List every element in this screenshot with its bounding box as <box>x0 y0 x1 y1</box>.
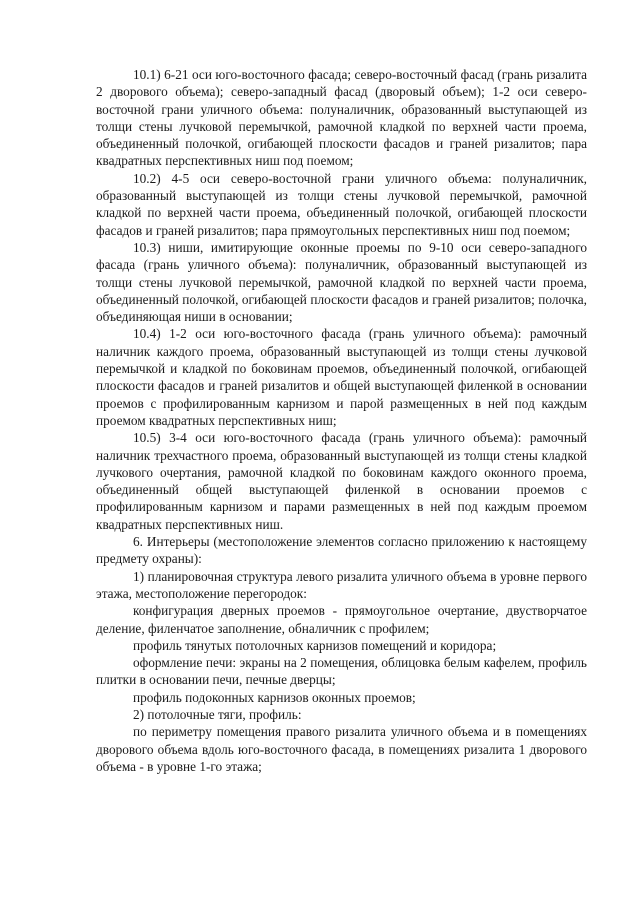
item-1-planning-structure: 1) планировочная структура левого ризалита уличного объема в уровне первого этажа, местоположение перегородок: <box>96 568 587 601</box>
paragraph-10-3: 10.3) ниши, имитирующие оконные проемы по 9-10 оси северо-западного фасада (грань уличного объема): полуналичник, образованный выступающей из толщи стены лучковой перемычкой, рамочной кладкой по верхней части проема, объединенный полочкой, огибающей плоскости фасадов и граней ризалитов; полочка, объединяющая ниши в основании; <box>96 239 587 325</box>
paragraph-stove-decoration: оформление печи: экраны на 2 помещения, облицовка белым кафелем, профиль плитки в основании печи, печные дверцы; <box>96 655 587 688</box>
section-6-interiors: 6. Интерьеры (местоположение элементов согласно приложению к настоящему предмету охраны): <box>96 534 587 567</box>
paragraph-10-2: 10.2) 4-5 оси северо-восточной грани уличного объема: полуналичник, образованный выступающей из толщи стены лучковой перемычкой, рамочной кладкой по верхней части проема, объединенный полочкой, огибающей плоскости фасадов и граней ризалитов; пара прямоугольных перспективных ниш под поемом; <box>96 170 587 238</box>
paragraph-perimeter-moldings: по периметру помещения правого ризалита уличного объема и в помещениях дворового объема вдоль юго-восточного фасада, в помещениях ризалита 1 дворового объема - в уровне 1-го этажа; <box>96 724 587 774</box>
item-2-ceiling-moldings: 2) потолочные тяги, профиль: <box>133 706 302 722</box>
paragraph-10-5: 10.5) 3-4 оси юго-восточного фасада (грань уличного объема): рамочный наличник трехчастного проема, образованный выступающей из толщи стены кладкой лучкового очертания, рамочной кладкой по боковинам каждого оконного проема, объединенный общей выступающей филенкой в основании проемов с профилированным карнизом и парами размещенных в ней под каждым проемом квадратных перспективных ниш. <box>96 430 587 532</box>
paragraph-10-1: 10.1) 6-21 оси юго-восточного фасада; северо-восточный фасад (грань ризалита 2 дворового объема); северо-западный фасад (дворовый объем); 1-2 оси северо-восточной грани уличного объема: полуналичник, образованный выступающей из толщи стены лучковой перемычкой, рамочной кладкой по верхней части проема, объединенный полочкой, огибающей плоскости фасадов и граней ризалитов; пара квадратных перспективных ниш под поемом; <box>96 67 587 169</box>
paragraph-door-configuration: конфигурация дверных проемов - прямоугольное очертание, двустворчатое деление, филенчатое заполнение, обналичник с профилем; <box>96 603 587 636</box>
paragraph-ceiling-cornices: профиль тянутых потолочных карнизов помещений и коридора; <box>133 637 497 653</box>
paragraph-10-4: 10.4) 1-2 оси юго-восточного фасада (грань уличного объема): рамочный наличник каждого проема, образованный выступающей из толщи стены лучковой перемычкой и кладкой по боковинам проемов, объединенный полочкой, огибающей плоскости фасадов и граней ризалитов и общей выступающей филенкой в основании проемов с профилированным карнизом и парой размещенных в ней под каждым проемом квадратных перспективных ниш; <box>96 326 587 428</box>
paragraph-windowsill-cornices: профиль подоконных карнизов оконных проемов; <box>133 689 416 705</box>
document-page <box>96 66 587 775</box>
